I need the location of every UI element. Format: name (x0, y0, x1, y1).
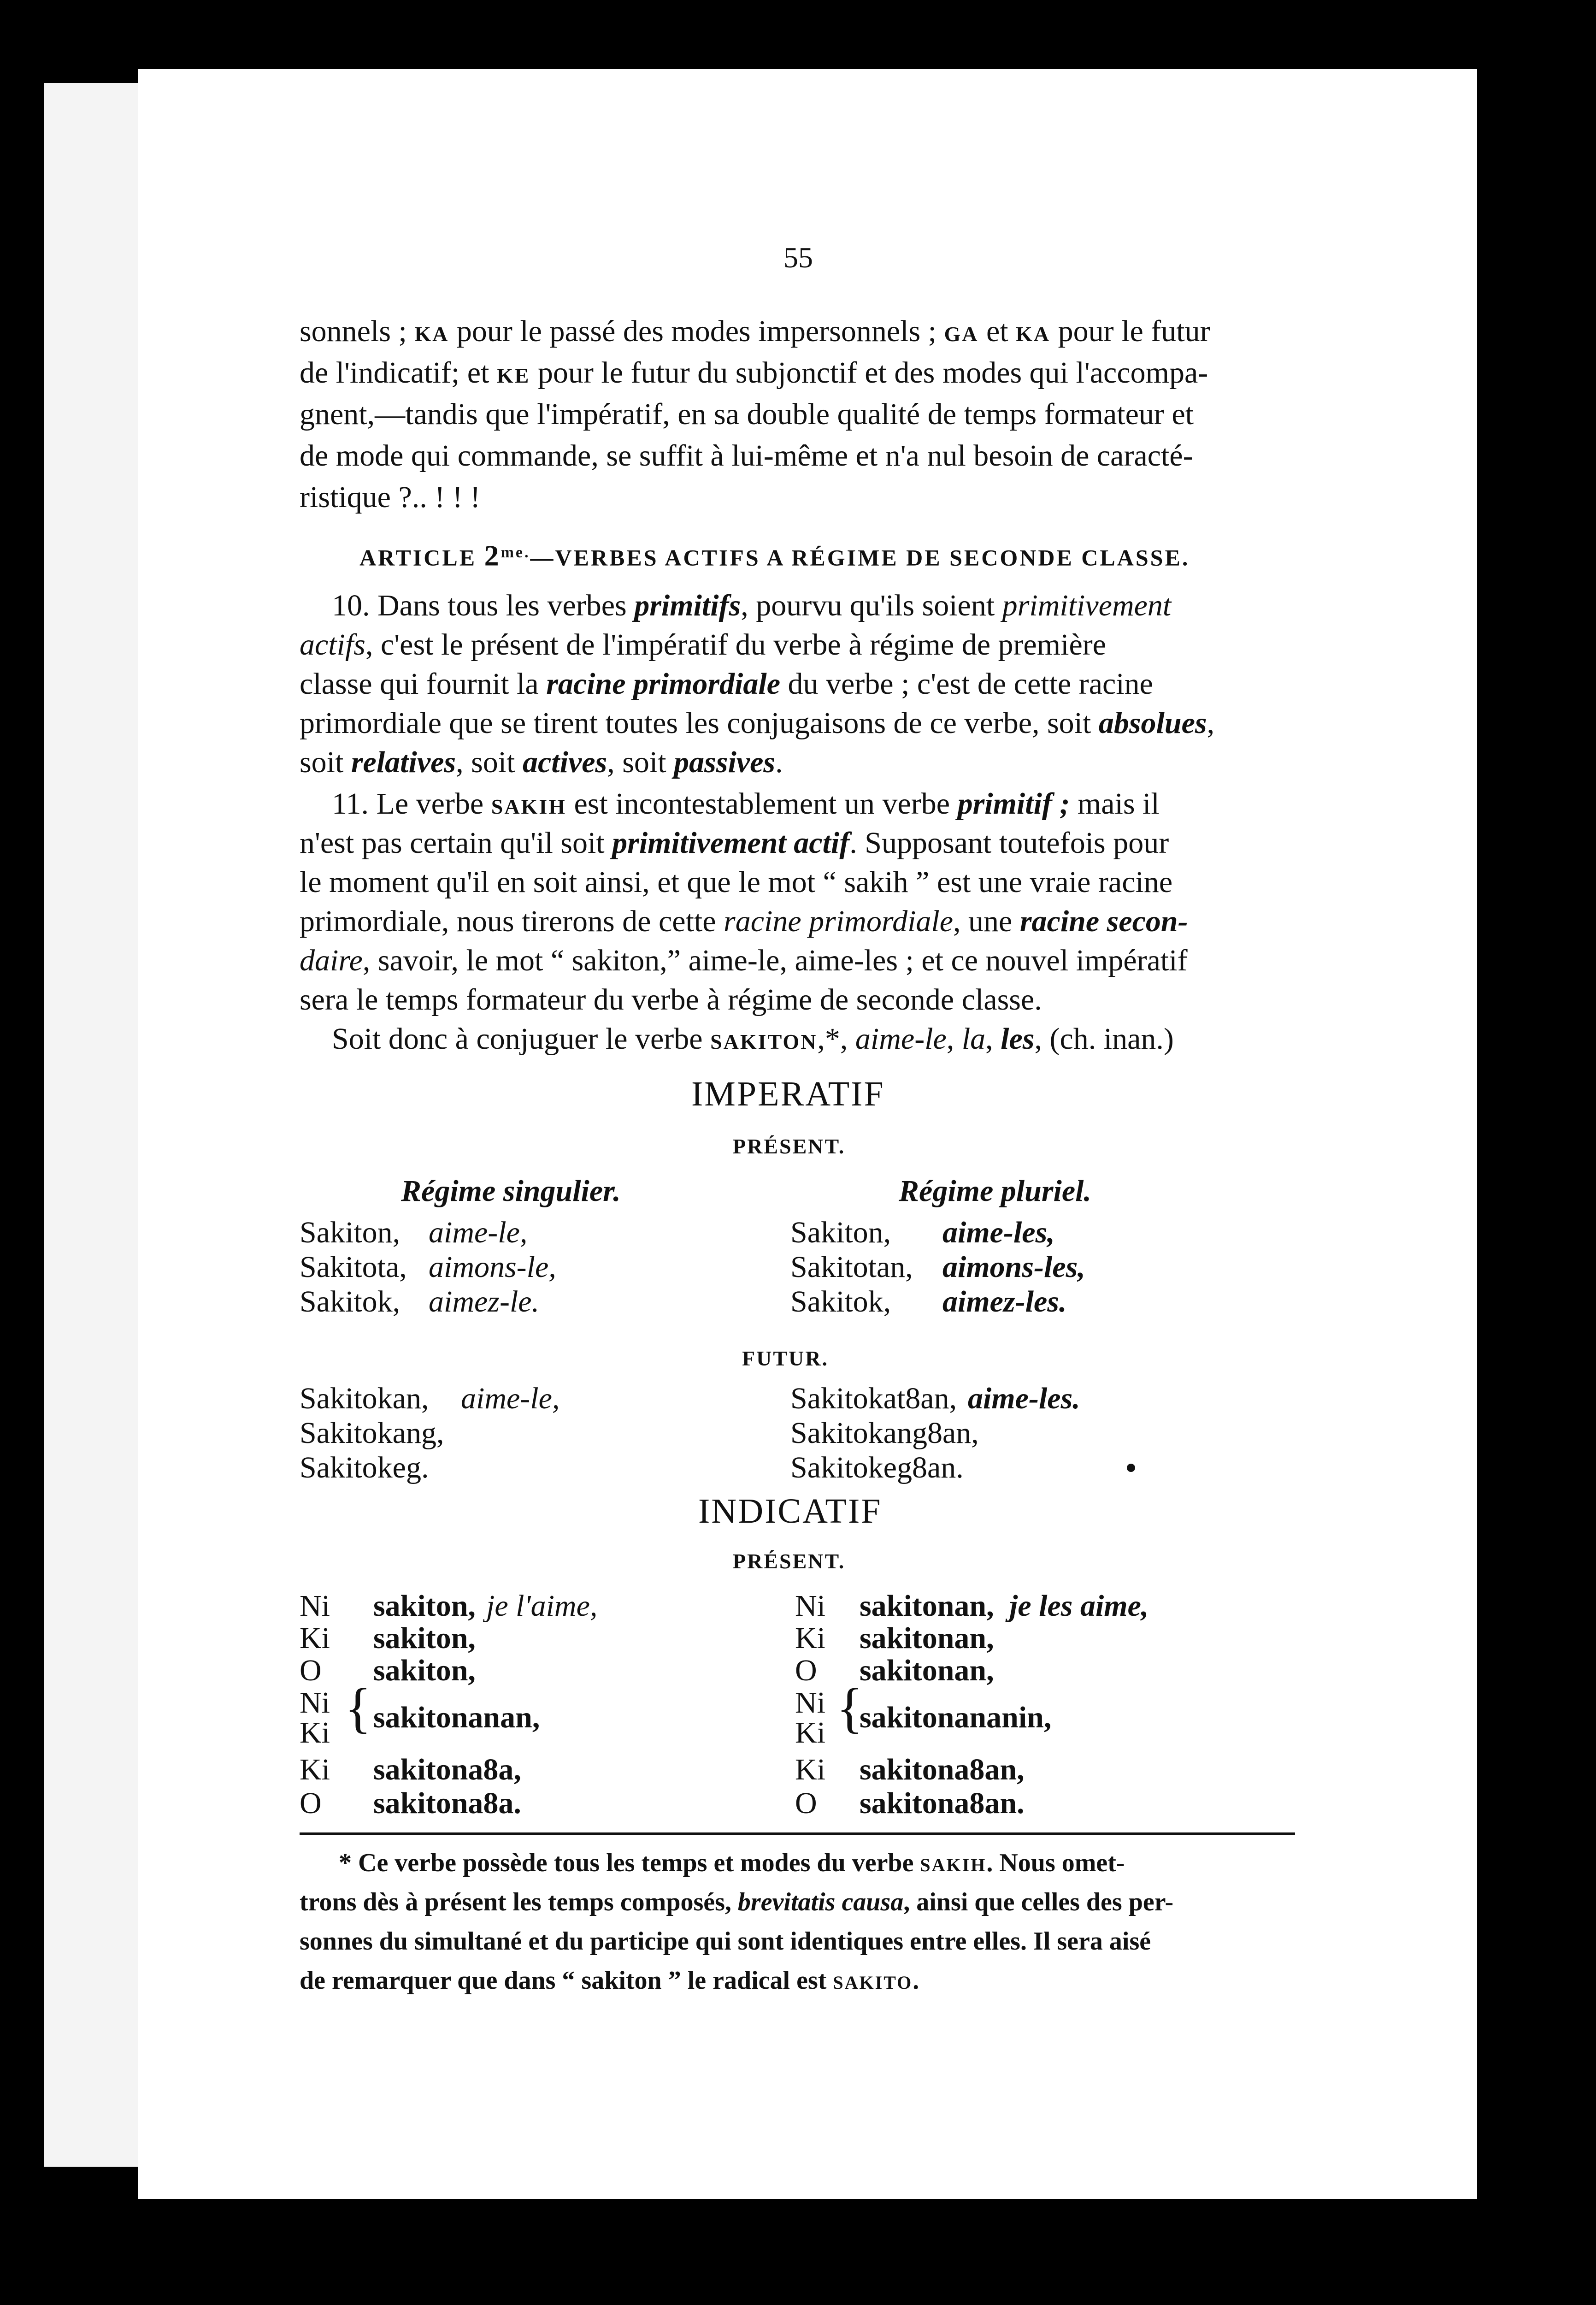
ind-left-pron-2: Ki (300, 1621, 330, 1655)
text-line-3: gnent,—tandis que l'impératif, en sa double qualité de temps formateur et (300, 397, 1194, 431)
text-span: classe qui fournit la (300, 667, 547, 701)
text-span: n'est pas certain qu'il soit (300, 826, 612, 860)
para11-line-1 (332, 784, 1160, 827)
ind-left-verb-3: sakiton, (373, 1654, 476, 1687)
text-span: passives (674, 745, 776, 779)
text-line-4: de mode qui commande, se suffit à lui-même et n'a nul besoin de caracté- (300, 439, 1193, 473)
text-span: de l'indicatif; et (300, 356, 497, 390)
text-span: , une (953, 904, 1020, 938)
text-line-5: ristique ?.. ! ! ! (300, 480, 481, 514)
page-number: 55 (783, 241, 813, 274)
text-span: , ainsi que celles des per- (903, 1888, 1174, 1916)
text-span: , (ch. inan.) (1034, 1022, 1174, 1056)
text-span: primordiale, nous tirerons de cette (300, 904, 724, 938)
small-caps-span: GA (944, 322, 979, 346)
text-span: relatives (351, 745, 456, 779)
small-caps-span: SAKITON (710, 1030, 818, 1053)
para10-line-1 (332, 585, 1171, 626)
text-line-2 (300, 353, 1208, 396)
text-span: trons dès à présent les temps composés, (300, 1888, 738, 1916)
text-span: pour le passé des modes impersonnels ; (449, 314, 944, 348)
text-span: actives (522, 745, 607, 779)
ind-left-pron-7: O (300, 1786, 322, 1820)
ind-left-verb-2: sakiton, (373, 1621, 476, 1655)
text-span: , pourvu qu'ils soient (741, 589, 1002, 622)
para11-line-4 (300, 901, 1188, 942)
fut-right-gloss-1: aime-les. (968, 1382, 1080, 1415)
text-span: primitifs (634, 589, 741, 622)
text-span: de remarquer que dans “ sakiton ” le radical est (300, 1966, 833, 1995)
ind-right-verb-3: sakitonan, (860, 1654, 994, 1687)
footnote-line-2 (300, 1883, 1173, 1921)
text-span: , savoir, le mot “ sakiton,” aime-le, aime-les ; et ce nouvel impératif (362, 944, 1188, 977)
para11-line-6: sera le temps formateur du verbe à régime de seconde classe. (300, 983, 1042, 1017)
ind-right-pron-6: Ki (795, 1753, 825, 1786)
ind-right-pron-7: O (795, 1786, 817, 1820)
ind-right-pron-4: Ni (795, 1686, 825, 1720)
small-caps-span: KA (1016, 322, 1051, 346)
text-span: primitivement (1002, 589, 1172, 622)
text-span: soit (300, 745, 351, 779)
ind-left-gloss-1: je l'aime, (486, 1589, 598, 1623)
text-span: Soit donc à conjuguer le verbe (332, 1022, 711, 1056)
article-heading (359, 532, 1190, 578)
text-span: mais il (1070, 787, 1160, 821)
ind-right-gloss-1: je les aime, (1009, 1589, 1149, 1623)
fut-left-row-3: Sakitokeg. (300, 1451, 429, 1484)
soit-line (332, 1019, 1174, 1062)
ind-right-verb-7: sakitona8an. (860, 1786, 1025, 1820)
small-caps-span: KA (414, 322, 449, 346)
ind-right-verb-2: sakitonan, (860, 1621, 994, 1655)
text-span: actifs (300, 628, 365, 662)
text-span: et (978, 314, 1016, 348)
text-span: me. (501, 544, 530, 561)
para10-line-5 (300, 742, 783, 783)
imp-left-gloss-1: aime-le, (429, 1216, 528, 1249)
indicatif-present-label: PRÉSENT. (733, 1549, 846, 1573)
text-span: du verbe ; c'est de cette racine (780, 667, 1153, 701)
text-span: racine primordiale (546, 667, 781, 701)
small-caps-span: SAKITO (833, 1972, 913, 1993)
para10-line-4: primordiale que se tirent toutes les conjugaisons de ce verbe, soit absolues, (300, 706, 1215, 740)
imp-right-gloss-3: aimez-les. (942, 1285, 1067, 1318)
small-caps-span: SAKIH (491, 795, 566, 818)
text-span: racine secon- (1019, 904, 1188, 938)
text-span: pour le futur (1050, 314, 1210, 348)
text-line-1 (300, 311, 1210, 355)
ind-left-pron-3: O (300, 1654, 322, 1687)
regime-pluriel-title: Régime pluriel. (899, 1174, 1091, 1208)
imperatif-present-label: PRÉSENT. (733, 1135, 846, 1158)
ind-right-verb-6: sakitona8an, (860, 1753, 1025, 1786)
para11-line-2 (300, 823, 1169, 863)
imp-right-row-2: Sakitotan, (790, 1250, 913, 1284)
para10-line-3 (300, 664, 1153, 704)
text-span: primitivement actif (612, 826, 850, 860)
ind-left-pron-5: Ki (300, 1716, 330, 1749)
fut-right-row-1: Sakitokat8an, (790, 1382, 957, 1415)
imp-left-gloss-2: aimons-le, (429, 1250, 556, 1284)
imp-left-gloss-3: aimez-le. (429, 1285, 540, 1318)
text-span: 11. Le verbe (332, 787, 491, 821)
text-span: —VERBES ACTIFS A RÉGIME DE SECONDE CLASSE. (530, 544, 1190, 571)
text-span: , c'est le présent de l'impératif du verbe à régime de première (365, 628, 1107, 662)
ind-right-pron-5: Ki (795, 1716, 825, 1749)
ind-left-verb-45: sakitonanan, (373, 1701, 540, 1734)
brace-right: { (836, 1677, 863, 1738)
small-caps-span: SAKIH (920, 1855, 987, 1875)
footnote-rule (300, 1832, 1295, 1835)
text-span: . Supposant toutefois pour (849, 826, 1169, 860)
ind-right-verb-1: sakitonan, (860, 1589, 994, 1623)
ind-left-pron-6: Ki (300, 1753, 330, 1786)
text-span: daire (300, 944, 363, 977)
imp-right-gloss-1: aime-les, (942, 1216, 1055, 1249)
text-span: , soit (456, 745, 523, 779)
stray-dot-mark (1127, 1464, 1135, 1472)
text-span: brevitatis causa (737, 1888, 904, 1916)
para10-line-2 (300, 625, 1106, 665)
text-span: absolues (1098, 706, 1207, 740)
text-span: 10. Dans tous les verbes (332, 589, 635, 622)
text-span: 2 (484, 539, 501, 572)
text-span: , soit (607, 745, 674, 779)
ind-left-verb-1: sakiton, (373, 1589, 476, 1623)
text-span: ARTICLE (359, 544, 484, 571)
footnote-line-1 (339, 1844, 1125, 1884)
text-span: . (913, 1966, 919, 1995)
footnote-line-4 (300, 1962, 919, 2002)
text-span: les (1001, 1022, 1035, 1056)
fut-right-row-2: Sakitokang8an, (790, 1416, 979, 1450)
imperatif-heading: IMPERATIF (691, 1075, 885, 1113)
left-page-edge (44, 83, 141, 2167)
fut-left-gloss-1: aime-le, (461, 1382, 560, 1415)
regime-singulier-title: Régime singulier. (401, 1174, 621, 1208)
ind-right-pron-2: Ki (795, 1621, 825, 1655)
ind-right-pron-3: O (795, 1654, 817, 1687)
brace-left: { (345, 1677, 371, 1738)
ind-right-verb-45: sakitonananin, (860, 1701, 1052, 1734)
ind-right-pron-1: Ni (795, 1589, 825, 1623)
ind-left-verb-7: sakitona8a. (373, 1786, 521, 1820)
futur-label: FUTUR. (742, 1347, 829, 1370)
small-caps-span: KE (496, 364, 530, 387)
ind-left-pron-4: Ni (300, 1686, 330, 1720)
imp-left-row-3: Sakitok, (300, 1285, 400, 1318)
footnote-line-3: sonnes du simultané et du participe qui sont identiques entre elles. Il sera aisé (300, 1927, 1151, 1956)
text-span: sonnels ; (300, 314, 415, 348)
imp-right-gloss-2: aimons-les, (942, 1250, 1085, 1284)
text-span: pour le futur du subjonctif et des modes qui l'accompa- (530, 356, 1208, 390)
text-span: . (775, 745, 783, 779)
imp-right-row-1: Sakiton, (790, 1216, 891, 1249)
text-span: Sakiton, (300, 1216, 400, 1249)
text-span: primitif ; (957, 787, 1070, 821)
imp-left-row-2: Sakitota, (300, 1250, 407, 1284)
text-span: ,*, (817, 1022, 855, 1056)
fut-right-row-3: Sakitokeg8an. (790, 1451, 964, 1484)
text-span: , (946, 1022, 962, 1056)
ind-left-verb-6: sakitona8a, (373, 1753, 521, 1786)
text-span: est incontestablement un verbe (566, 787, 958, 821)
fut-left-row-2: Sakitokang, (300, 1416, 444, 1450)
text-span: racine primordiale (724, 904, 954, 938)
para11-line-3: le moment qu'il en soit ainsi, et que le mot “ sakih ” est une vraie racine (300, 865, 1173, 899)
text-span: * Ce verbe possède tous les temps et modes du verbe (339, 1849, 920, 1877)
text-span: primordiale que se tirent toutes les conjugaisons de ce verbe, soit (300, 706, 1099, 740)
indicatif-heading: INDICATIF (698, 1492, 882, 1531)
imp-right-row-3: Sakitok, (790, 1285, 891, 1318)
text-span: , (985, 1022, 1001, 1056)
text-span: . Nous omet- (986, 1849, 1125, 1877)
text-span: aime-le (855, 1022, 947, 1056)
para11-line-5 (300, 940, 1188, 981)
fut-left-row-1: Sakitokan, (300, 1382, 429, 1415)
text-span: la (961, 1022, 986, 1056)
ind-left-pron-1: Ni (300, 1589, 330, 1623)
